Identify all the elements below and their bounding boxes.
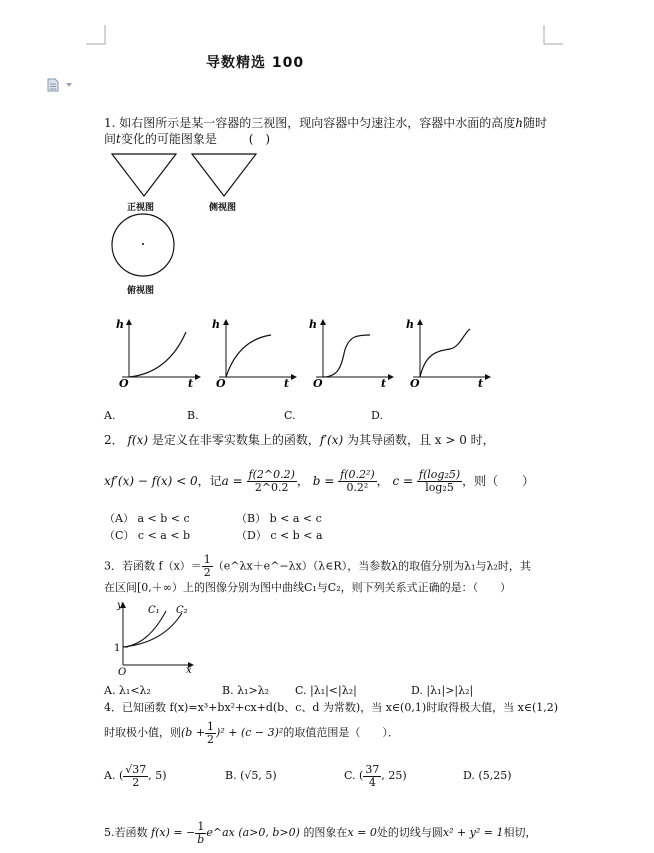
q1-option-d: D.	[371, 409, 383, 422]
front-view-triangle	[110, 152, 180, 198]
q3-option-c: C. |λ₁|<|λ₂|	[295, 684, 357, 697]
graph-a	[116, 318, 200, 390]
caret-down-icon[interactable]	[66, 83, 73, 88]
graph-d-o-label: O	[410, 377, 420, 390]
graph-c-h-label: h	[309, 318, 317, 331]
q4-option-a: A. ( $\frac{√37}{2}$ , 5)	[104, 762, 167, 789]
graph-a-t-label: t	[188, 377, 194, 390]
q3-o-label: O	[118, 667, 127, 677]
page-corner-mark	[543, 25, 563, 45]
graph-d-t-label: t	[478, 377, 484, 390]
top-view-circle	[110, 212, 176, 278]
q3-x-label: x	[186, 665, 192, 676]
side-view-label: 侧视图	[209, 203, 237, 213]
q2-line1: 2． f(x) 是定义在非零实数集上的函数，f′(x) 为其导函数，且 x > 0 时，	[104, 433, 495, 447]
front-view-label: 正视图	[127, 203, 155, 213]
graph-b-t-label: t	[284, 377, 290, 390]
q2-option-a: （A） a < b < c	[104, 512, 190, 525]
q3-one-label: 1	[114, 643, 121, 654]
q3-option-a: A. λ₁<λ₂	[104, 684, 151, 697]
q4-option-b: B. (√5, 5)	[225, 769, 277, 782]
q3-graph	[108, 597, 198, 677]
graph-c-o-label: O	[313, 377, 323, 390]
q4-line1: 4．已知函数 f(x)=x³+bx²+cx+d(b、c、d 为常数)，当 x∈(0,1)时取得极大值，当 x∈(1,2)	[104, 701, 559, 714]
q3-y-label: y	[117, 600, 123, 611]
q1-line1: 1. 如右图所示是某一容器的三视图，现向容器中匀速注水，容器中水面的高度h随时	[104, 116, 548, 130]
page-corner-mark	[86, 25, 106, 45]
q3-c2-label: C₂	[176, 605, 188, 616]
q4-option-d: D. (5,25)	[463, 769, 512, 782]
q2-option-d: （D） c < b < a	[236, 529, 323, 542]
q2-option-c: （C） c < a < b	[104, 529, 191, 542]
q1-line2: 间t变化的可能图象是 ( )	[104, 132, 271, 146]
graph-b-o-label: O	[216, 377, 226, 390]
q4-option-c: C. ( $\frac{37}{4}$ , 25)	[344, 762, 407, 789]
q3-c1-label: C₁	[148, 605, 160, 616]
q3-line1: 3．若函数 f（x）＝ $\frac{1}{2}$ （e^λx＋e^−λx）（λ∈R），当参数λ的取值分别为λ₁与λ₂时，其	[104, 553, 531, 579]
q2-option-b: （B） b < a < c	[236, 512, 322, 525]
graph-c-t-label: t	[381, 377, 387, 390]
graph-a-o-label: O	[119, 377, 129, 390]
side-view-triangle	[190, 152, 260, 198]
graph-d-h-label: h	[406, 318, 414, 331]
q3-line2: 在区间[0,＋∞）上的图像分别为图中曲线C₁与C₂，则下列关系式正确的是：（ ）	[104, 581, 512, 594]
graph-b	[212, 318, 296, 390]
q1-option-b: B.	[187, 409, 199, 422]
graph-a-h-label: h	[116, 318, 124, 331]
page-title: 导数精选 100	[206, 55, 305, 71]
q4-line2: 时取极小值，则(b + $\frac{1}{2}$ )² + (c − 3)²的取值范围是（ ）．	[104, 719, 399, 746]
top-view-label: 俯视图	[127, 286, 155, 296]
graph-d	[406, 318, 490, 390]
graph-c	[309, 318, 393, 390]
q1-option-c: C.	[284, 409, 296, 422]
q1-option-graphs	[108, 315, 508, 390]
q1-option-a: A.	[104, 409, 116, 422]
q3-option-b: B. λ₁>λ₂	[222, 684, 270, 697]
q5-line1: 5.若函数 f(x) = − $\frac{1}{b}$ e^ax (a>0, b>0) 的图象在x = 0处的切线与圆x² + y² = 1相切，	[104, 819, 537, 846]
q2-line2: xf′(x) − f(x) < 0，记a = $\frac{f(2\^{}0.2)}{2\^{}0.2}$ ， b = $\frac{\text{f(0.2²)}}{\text{0.2²}}$ ， c = $\frac{\text{f(log₂5)}}{\text{log₂5}}$ ，则（ ）	[104, 468, 535, 494]
graph-b-h-label: h	[212, 318, 220, 331]
q3-option-d: D. |λ₁|>|λ₂|	[411, 684, 474, 697]
document-icon[interactable]	[47, 78, 59, 92]
